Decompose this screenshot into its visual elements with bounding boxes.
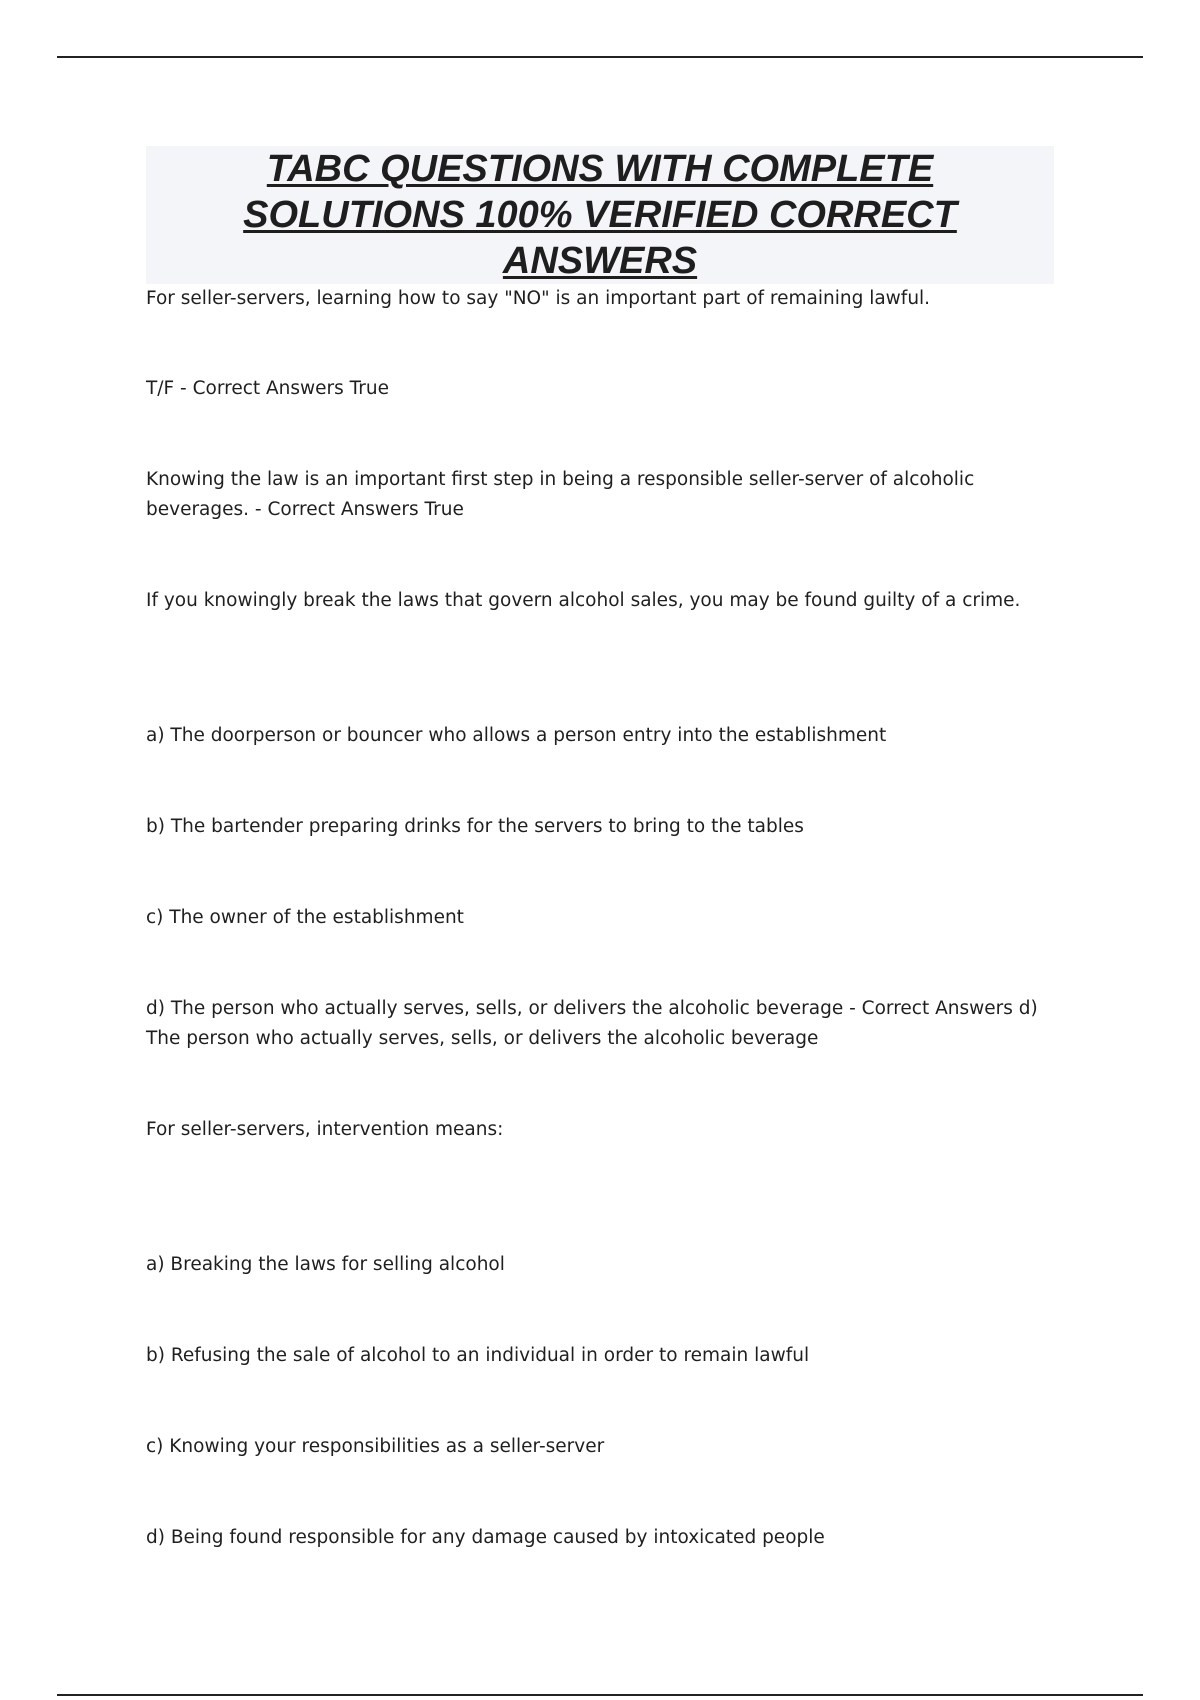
option-c-owner: c) The owner of the establishment (146, 907, 464, 928)
option-b-bartender: b) The bartender preparing drinks for the servers to bring to the tables (146, 816, 804, 837)
question-intervention: For seller-servers, intervention means: (146, 1119, 504, 1140)
question-knowing-law: Knowing the law is an important first step in being a responsible seller-server of alcoholic beverages. - Correct Answers True (146, 469, 975, 520)
option-a-doorperson: a) The doorperson or bouncer who allows a person entry into the establishment (146, 725, 887, 746)
title-line-3: ANSWERS (502, 240, 698, 282)
option-a-breaking-laws: a) Breaking the laws for selling alcohol (146, 1254, 505, 1275)
document-title (146, 146, 1054, 284)
option-d-damage-responsibility: d) Being found responsible for any damage caused by intoxicated people (146, 1527, 825, 1548)
bottom-rule (57, 1694, 1143, 1696)
title-banner (146, 146, 1054, 284)
option-b-refusing-sale: b) Refusing the sale of alcohol to an individual in order to remain lawful (146, 1345, 810, 1366)
top-rule (57, 56, 1143, 58)
question-knowingly-break: If you knowingly break the laws that govern alcohol sales, you may be found guilty of a crime. (146, 590, 1021, 611)
title-line-1: TABC QUESTIONS WITH COMPLETE (266, 148, 934, 190)
question-say-no: For seller-servers, learning how to say "NO" is an important part of remaining lawful. (146, 288, 931, 309)
title-line-2: SOLUTIONS 100% VERIFIED CORRECT (243, 194, 957, 236)
option-c-knowing-responsibilities: c) Knowing your responsibilities as a seller-server (146, 1436, 605, 1457)
answer-say-no: T/F - Correct Answers True (146, 378, 389, 399)
option-d-server-answer: d) The person who actually serves, sells, or delivers the alcoholic beverage - Correct Answers d) The person who actually serves, sells, or delivers the alcoholic beverage (146, 998, 1038, 1049)
